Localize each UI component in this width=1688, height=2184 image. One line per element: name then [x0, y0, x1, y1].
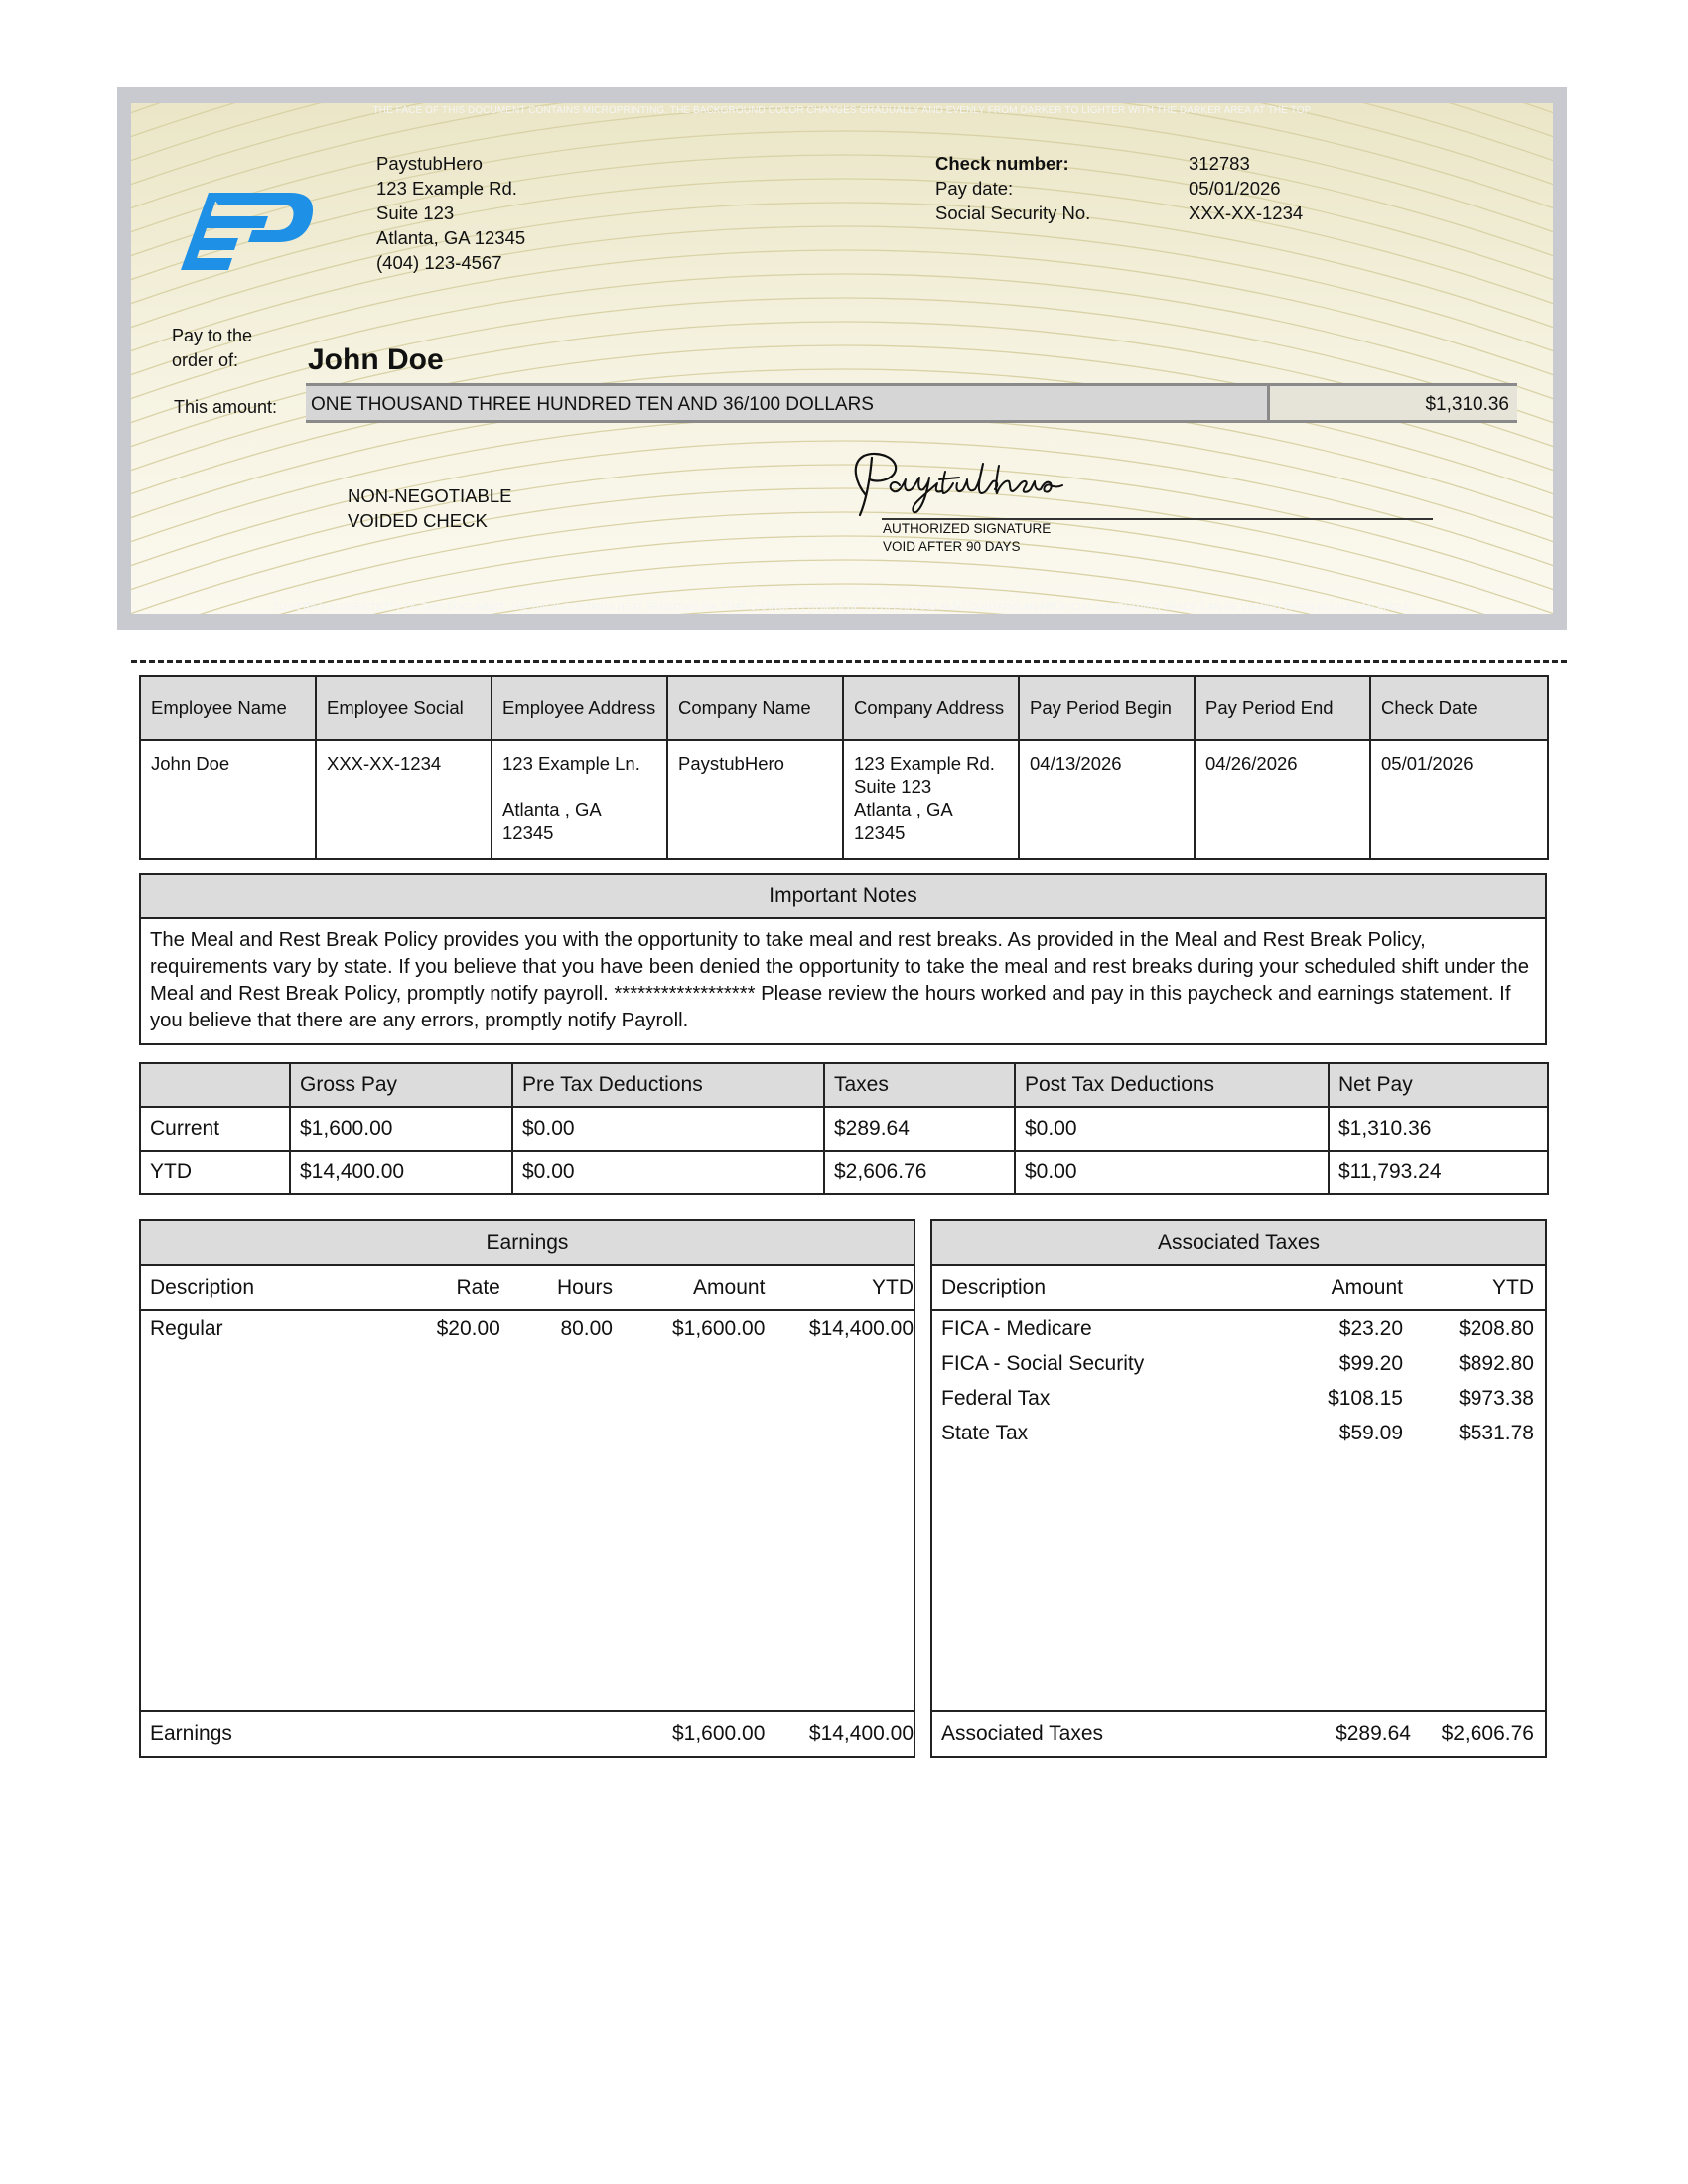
col-amount: Amount: [1331, 1276, 1403, 1298]
pre-tax-current: $0.00: [512, 1107, 824, 1151]
tax-amount: $59.09: [1338, 1422, 1403, 1444]
col-company-name: Company Name: [667, 676, 843, 740]
taxes-header-row: [932, 1266, 1545, 1311]
earnings-rows: [141, 1311, 914, 1346]
spacer: [389, 1712, 500, 1756]
company-city-state-zip: Atlanta, GA 12345: [376, 227, 526, 248]
col-post-tax-deductions: Post Tax Deductions: [1015, 1063, 1329, 1107]
employee-address-blank-line: [502, 775, 656, 798]
amount-divider: [1267, 383, 1270, 423]
col-gross-pay: Gross Pay: [290, 1063, 512, 1107]
net-pay-ytd: $11,793.24: [1329, 1151, 1548, 1194]
company-address-1: 123 Example Rd.: [376, 178, 517, 199]
paycheck: [117, 87, 1567, 630]
ssn-label: Social Security No.: [935, 203, 1091, 223]
earning-ytd: $14,400.00: [808, 1317, 914, 1340]
earnings-header-row: [141, 1266, 914, 1311]
pay-period-begin: 04/13/2026: [1019, 740, 1195, 859]
earnings-panel: [139, 1219, 915, 1758]
summary-header-row: [140, 1063, 1548, 1107]
microprint-bottom: TO VERIFY AUTHENTICITY OF THIS DOCUMENT, THE BACK CONTAINS HEAT SENSITIVE INK THAT CHANGES FROM BLUE TO CLEAR AND ALSO CONTAINS AN ARTIFICIAL WATERMARK WHICH CAN BE VIEWED WHEN HELD AT AN ANGLE: [273, 602, 1411, 613]
tax-row: [932, 1311, 1545, 1346]
associated-taxes-panel: [930, 1219, 1547, 1758]
col-employee-address: Employee Address: [492, 676, 667, 740]
col-pay-period-begin: Pay Period Begin: [1019, 676, 1195, 740]
tax-description: FICA - Social Security: [941, 1352, 1145, 1375]
microprint-top: THE FACE OF THIS DOCUMENT CONTAINS MICROPRINTING. THE BACKGROUND COLOR CHANGES GRADUALLY AND EVENLY FROM DARKER TO LIGHTER WITH THE DARKER AREA AT THE TOP: [372, 105, 1312, 116]
perforation-line: [131, 660, 1567, 663]
earnings-total-label: Earnings: [150, 1722, 232, 1745]
col-check-date: Check Date: [1370, 676, 1548, 740]
col-ytd: YTD: [872, 1276, 914, 1298]
taxes-total-ytd: $2,606.76: [1441, 1722, 1534, 1745]
signature-caption: [883, 520, 1051, 556]
amount-number: $1,310.36: [1425, 394, 1509, 415]
employee-address-line: Atlanta , GA: [502, 799, 602, 820]
gross-pay-ytd: $14,400.00: [290, 1151, 512, 1194]
voided-check-text: VOIDED CHECK: [348, 510, 488, 531]
col-employee-name: Employee Name: [140, 676, 316, 740]
non-negotiable-text: NON-NEGOTIABLE: [348, 485, 512, 506]
col-rate: Rate: [456, 1276, 500, 1298]
tax-row: [932, 1346, 1545, 1381]
col-employee-social: Employee Social: [316, 676, 492, 740]
net-pay-current: $1,310.36: [1329, 1107, 1548, 1151]
earnings-row: [141, 1311, 914, 1346]
col-taxes: Taxes: [824, 1063, 1015, 1107]
tax-amount: $108.15: [1328, 1387, 1403, 1410]
company-address-line: 123 Example Rd.: [854, 753, 995, 774]
tax-description: FICA - Medicare: [941, 1317, 1092, 1340]
signature-image: [838, 444, 1068, 518]
earning-amount: $1,600.00: [671, 1317, 766, 1340]
important-notes: [139, 873, 1547, 1045]
spacer: [500, 1712, 613, 1756]
employee-address-line: 123 Example Ln.: [502, 753, 640, 774]
tax-ytd: $892.80: [1459, 1352, 1534, 1375]
post-tax-ytd: $0.00: [1015, 1151, 1329, 1194]
payee-name: John Doe: [308, 343, 444, 376]
pay-date: 05/01/2026: [1189, 178, 1281, 199]
taxes-total-row: [932, 1710, 1545, 1756]
check-meta: [935, 151, 1303, 225]
tax-ytd: $973.38: [1459, 1387, 1534, 1410]
earning-rate: $20.00: [436, 1317, 500, 1340]
company-address-line: Atlanta , GA: [854, 799, 953, 820]
tax-row: [932, 1381, 1545, 1416]
amount-label: This amount:: [174, 397, 278, 417]
company-address-line: Suite 123: [854, 776, 932, 797]
tax-ytd: $531.78: [1459, 1422, 1534, 1444]
company-name: PaystubHero: [376, 153, 483, 174]
earnings-total-amount: $1,600.00: [671, 1722, 766, 1745]
employee-social: XXX-XX-1234: [316, 740, 492, 859]
pre-tax-ytd: $0.00: [512, 1151, 824, 1194]
col-company-address: Company Address: [843, 676, 1019, 740]
pay-date-label: Pay date:: [935, 178, 1014, 199]
col-description: Description: [150, 1276, 255, 1298]
taxes-title: Associated Taxes: [932, 1221, 1545, 1266]
taxes-total-amount: $289.64: [1336, 1722, 1411, 1745]
employee-address-line: 12345: [502, 822, 554, 843]
summary-corner: [140, 1063, 290, 1107]
pay-to-label: [172, 324, 252, 373]
earnings-title: Earnings: [141, 1221, 914, 1266]
summary-row-ytd: [140, 1151, 1548, 1194]
tax-amount: $23.20: [1338, 1317, 1403, 1340]
tax-description: State Tax: [941, 1422, 1029, 1444]
pay-summary-table: [139, 1062, 1549, 1195]
void-after-label: VOID AFTER 90 DAYS: [883, 539, 1021, 554]
taxes-rows: [932, 1311, 1545, 1450]
post-tax-current: $0.00: [1015, 1107, 1329, 1151]
tax-row: [932, 1416, 1545, 1450]
amount-in-words: ONE THOUSAND THREE HUNDRED TEN AND 36/100 DOLLARS: [311, 394, 874, 415]
col-pay-period-end: Pay Period End: [1195, 676, 1370, 740]
company-address-line: 12345: [854, 822, 906, 843]
col-hours: Hours: [556, 1276, 613, 1298]
check-date: 05/01/2026: [1370, 740, 1548, 859]
col-pre-tax-deductions: Pre Tax Deductions: [512, 1063, 824, 1107]
taxes-total-label: Associated Taxes: [941, 1722, 1104, 1745]
employee-name: John Doe: [140, 740, 316, 859]
tax-description: Federal Tax: [941, 1387, 1051, 1410]
check-face: [131, 103, 1553, 614]
col-description: Description: [941, 1276, 1047, 1298]
employee-table-row: [140, 740, 1548, 859]
check-number-label: Check number:: [935, 153, 1069, 174]
company-logo-icon: [179, 185, 318, 274]
col-net-pay: Net Pay: [1329, 1063, 1548, 1107]
earnings-total-ytd: $14,400.00: [808, 1722, 914, 1745]
pay-to-label-line-1: Pay to the: [172, 326, 253, 345]
company-address-2: Suite 123: [376, 203, 455, 223]
tax-ytd: $208.80: [1459, 1317, 1534, 1340]
row-label: Current: [140, 1107, 290, 1151]
company-info: [376, 151, 525, 275]
taxes-current: $289.64: [824, 1107, 1015, 1151]
check-number: 312783: [1189, 153, 1250, 174]
pay-period-end: 04/26/2026: [1195, 740, 1370, 859]
col-ytd: YTD: [1492, 1276, 1534, 1298]
notes-text: The Meal and Rest Break Policy provides you with the opportunity to take meal and rest breaks. As provided in the Meal and Rest Break Policy, requirements vary by state. If you believe that you have been denied the opportunity to take the meal and rest breaks during your scheduled shift under the Meal and Rest Break Policy, promptly notify payroll. ****************** Please review the hours worked and pay in this paycheck and earnings statement. If you believe that there are any errors, promptly notify Payroll.: [150, 929, 1529, 1031]
ssn: XXX-XX-1234: [1189, 203, 1304, 223]
company-address-cell: [843, 740, 1019, 859]
gross-pay-current: $1,600.00: [290, 1107, 512, 1151]
employee-info-table: [139, 675, 1549, 860]
summary-row-current: [140, 1107, 1548, 1151]
notes-title: Important Notes: [141, 875, 1545, 919]
earnings-total-row: [141, 1710, 914, 1756]
employee-address: [492, 740, 667, 859]
non-negotiable-notice: [348, 483, 512, 533]
earning-description: Regular: [150, 1317, 223, 1340]
pay-to-label-line-2: order of:: [172, 350, 239, 370]
earning-hours: 80.00: [560, 1317, 613, 1340]
authorized-signature-label: AUTHORIZED SIGNATURE: [883, 521, 1052, 536]
company-name-cell: PaystubHero: [667, 740, 843, 859]
amount-box: [306, 383, 1517, 423]
col-amount: Amount: [693, 1276, 766, 1298]
taxes-ytd: $2,606.76: [824, 1151, 1015, 1194]
company-phone: (404) 123-4567: [376, 252, 502, 273]
tax-amount: $99.20: [1338, 1352, 1403, 1375]
employee-table-header-row: [140, 676, 1548, 740]
row-label: YTD: [140, 1151, 290, 1194]
